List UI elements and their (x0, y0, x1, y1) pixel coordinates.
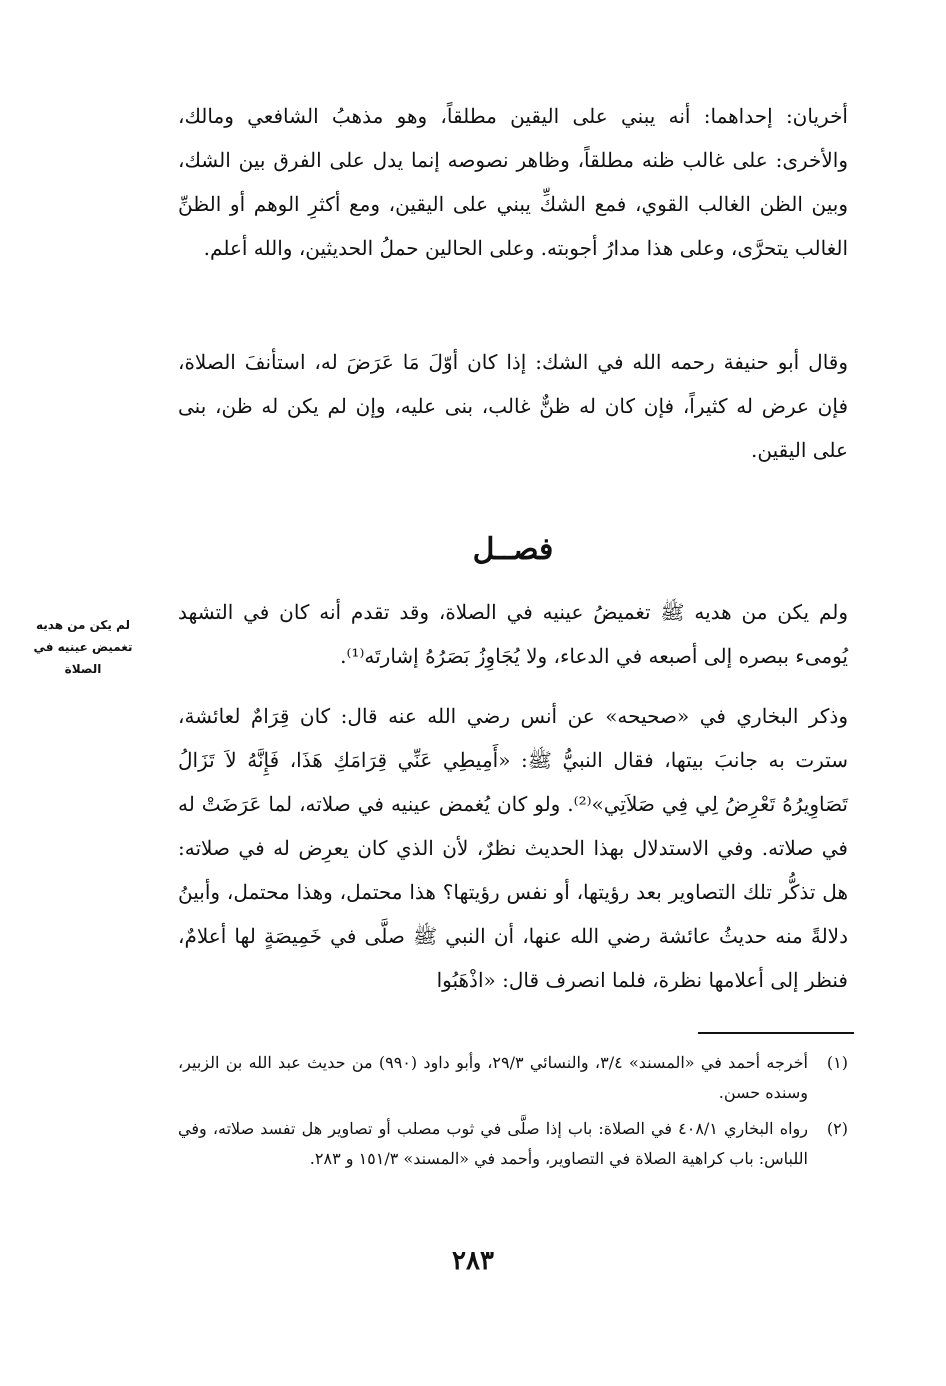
footnote-separator (698, 1032, 854, 1034)
footnote-item (178, 1114, 848, 1174)
body-paragraph: ولم يكن من هديه ﷺ تغميضُ عينيه في الصلاة، وقد تقدم أنه كان في التشهد يُومىء ببصره إلى أصبعه في الدعاء، ولا يُجَاوِزُ بَصَرُهُ إشارتَه⁽¹⁾. (178, 600, 848, 668)
footnote-text: رواه البخاري ٤٠٨/١ في الصلاة: باب إذا صلَّى في ثوب مصلب أو تصاوير هل تفسد صلاته، وفي اللباس: باب كراهية الصلاة في التصاوير، وأحمد في «المسند» ١٥١/٣ و ٢٨٣. (178, 1119, 808, 1168)
footnote-item (178, 1048, 848, 1108)
footnote-number: (٢) (826, 1119, 848, 1138)
body-paragraph: وذكر البخاري في «صحيحه» عن أنس رضي الله عنه قال: كان قِرَامٌ لعائشة، سترت به جانبَ بيتها، فقال النبيُّ ﷺ: «أَمِيطِي عَنِّي قِرَامَكِ هَذَا، فَإِنَّهُ لاَ تَزَالُ تَصَاوِيرُهُ تَعْرِضُ لِي فِي صَلاَتِي»⁽²⁾. ولو كان يُغمض عينيه في صلاته، لما عَرَضَتْ له في صلاته. وفي الاستدلال بهذا الحديث نظرٌ، لأن الذي كان يعرِض له في صلاته: هل تذكُّر تلك التصاوير بعد رؤيتها، أو نفس رؤيتها؟ هذا محتمل، وهذا محتمل، وأبينُ دلالةً منه حديثُ عائشة رضي الله عنها، أن النبي ﷺ صلَّى في خَمِيصَةٍ لها أعلامٌ، فنظر إلى أعلامها نظرة، فلما انصرف قال: «اذْهَبُوا (178, 704, 848, 992)
footnote-number: (١) (826, 1053, 848, 1072)
margin-note: لم يكن من هديه تغميض عينيه في الصلاة (33, 618, 133, 676)
body-paragraph: وقال أبو حنيفة رحمه الله في الشك: إذا كان أوّلَ مَا عَرَضَ له، استأنفَ الصلاة، فإن عرض له كثيراً، فإن كان له ظنٌّ غالب، بنى عليه، وإن لم يكن له ظن، بنى على اليقين. (178, 350, 848, 462)
section-heading: فصــل (472, 532, 554, 567)
footnotes (178, 1048, 848, 1180)
body-paragraph: أخريان: إحداهما: أنه يبني على اليقين مطلقاً، وهو مذهبُ الشافعي ومالك، والأخرى: على غالب ظنه مطلقاً، وظاهر نصوصه إنما يدل على الفرق بين الشك، وبين الظن الغالب القوي، فمع الشكِّ يبني على اليقين، ومع أكثرِ الوهم أو الظنِّ الغالب يتحرَّى، وعلى هذا مدارُ أجوبته. وعلى الحالين حملُ الحديثين، والله أعلم. (178, 104, 848, 260)
page-number: ٢٨٣ (452, 1246, 494, 1276)
footnote-text: أخرجه أحمد في «المسند» ٣/٤، والنسائي ٢٩/٣، وأبو داود (٩٩٠) من حديث عبد الله بن الزبير، وسنده حسن. (178, 1053, 808, 1102)
